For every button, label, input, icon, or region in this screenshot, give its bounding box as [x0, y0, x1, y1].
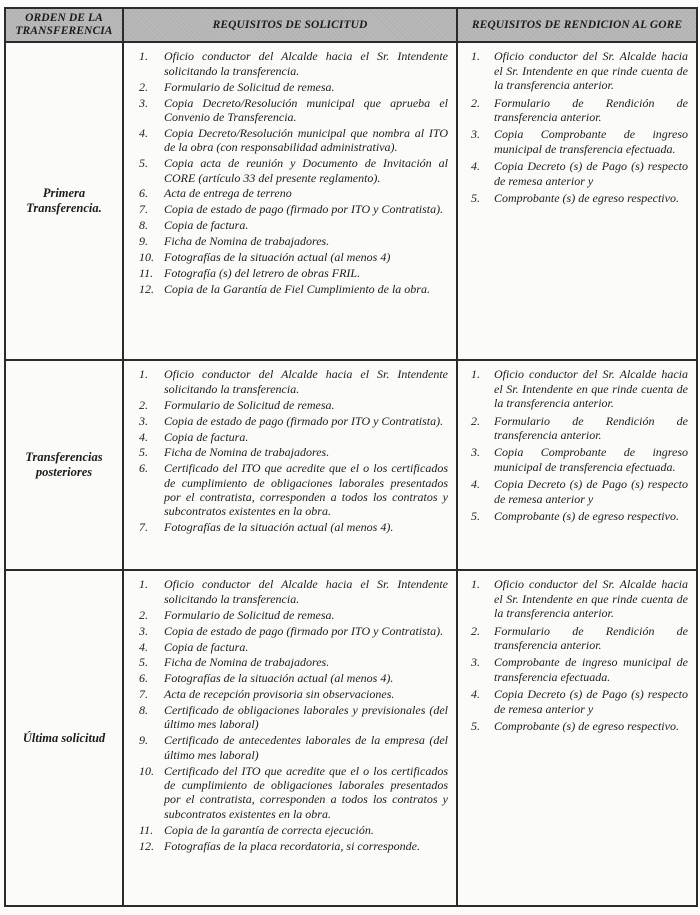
requirement-number: 7. [139, 202, 148, 217]
requirement-text: Formulario de Rendición de transferencia anterior. [494, 95, 688, 124]
requirement-number: 5. [139, 445, 148, 460]
table-header-row [5, 8, 697, 42]
requirement-text: Oficio conductor del Alcalde hacia el Sr. Intendente solicitando la transferencia. [164, 577, 448, 606]
requirement-number: 2. [139, 397, 148, 412]
requirement-item [464, 719, 690, 733]
requirement-number: 4. [139, 125, 148, 140]
requirement-text: Copia de estado de pago (firmado por ITO y Contratista). [164, 623, 444, 638]
requirement-item [130, 764, 450, 822]
requirement-text: Formulario de Solicitud de remesa. [164, 607, 335, 622]
orden-label-ultima-solicitud: Última solicitud [5, 570, 123, 906]
requirement-text: Ficha de Nomina de trabajadores. [164, 655, 330, 670]
requirement-text: Oficio conductor del Sr. Alcalde hacia el Sr. Intendente en que rinde cuenta de la transferencia anterior. [494, 577, 688, 621]
requirement-number: 3. [471, 655, 480, 670]
requirement-text: Formulario de Rendición de transferencia anterior. [494, 413, 688, 442]
requirement-text: Copia de factura. [164, 429, 249, 444]
requirement-text: Copia acta de reunión y Documento de Invitación al CORE (artículo 33 del presente reglamento). [164, 156, 448, 185]
requirement-text: Copia de la Garantía de Fiel Cumplimiento de la obra. [164, 281, 430, 296]
requirement-item [130, 687, 450, 701]
requirement-item [130, 624, 450, 638]
rendicion-cell-ultima [457, 570, 697, 906]
table-row-ultima-solicitud [5, 570, 697, 906]
requirement-number: 6. [139, 186, 148, 201]
requirement-item [130, 577, 450, 606]
requirement-number: 4. [471, 159, 480, 174]
requirements-list-solicitud-posteriores [130, 367, 450, 534]
requirement-item [130, 156, 450, 185]
requirement-text: Ficha de Nomina de trabajadores. [164, 445, 330, 460]
requirement-item [130, 234, 450, 248]
requirement-text: Copia Comprobante de ingreso municipal de transferencia efectuada. [494, 127, 688, 156]
table-row-primera-transferencia [5, 42, 697, 360]
requirement-item [130, 520, 450, 534]
requirement-text: Fotografías de la placa recordatoria, si corresponde. [164, 838, 420, 853]
requirement-number: 3. [139, 413, 148, 428]
requirement-number: 5. [139, 156, 148, 171]
requirement-number: 11. [139, 822, 154, 837]
requirement-text: Certificado del ITO que acredite que el o los certificados de cumplimiento de obligaciones laborales presentados por el contratista, corresponden a todos los contratos y subcontratos existentes en la obra. [164, 763, 448, 821]
requirement-item [130, 733, 450, 762]
solicitud-cell-primera [123, 42, 457, 360]
requirement-item [130, 49, 450, 78]
requirement-number: 3. [471, 127, 480, 142]
requirement-text: Copia Decreto (s) de Pago (s) respecto de remesa anterior y [494, 687, 688, 716]
requirement-item [130, 823, 450, 837]
requirements-list-rendicion-posteriores [464, 367, 690, 523]
requirement-item [130, 608, 450, 622]
requirement-number: 4. [139, 639, 148, 654]
requirement-item [130, 186, 450, 200]
requirement-text: Oficio conductor del Alcalde hacia el Sr. Intendente solicitando la transferencia. [164, 367, 448, 396]
requirement-number: 4. [139, 429, 148, 444]
requirement-item [464, 445, 690, 474]
requirement-number: 2. [139, 607, 148, 622]
requirement-number: 7. [139, 520, 148, 535]
requirement-number: 3. [471, 445, 480, 460]
requirement-item [130, 80, 450, 94]
requirement-text: Oficio conductor del Sr. Alcalde hacia el Sr. Intendente en que rinde cuenta de la transferencia anterior. [494, 49, 688, 93]
requirement-item [464, 367, 690, 410]
requirement-item [464, 655, 690, 684]
requirement-text: Fotografías de la situación actual (al menos 4). [164, 520, 394, 535]
transfer-requirements-table [4, 7, 698, 907]
requirement-item [130, 839, 450, 853]
requirement-text: Ficha de Nomina de trabajadores. [164, 234, 330, 249]
requirement-text: Fotografías de la situación actual (al menos 4). [164, 671, 394, 686]
requirement-number: 10. [139, 250, 154, 265]
requirement-text: Oficio conductor del Sr. Alcalde hacia el Sr. Intendente en que rinde cuenta de la transferencia anterior. [494, 367, 688, 411]
requirements-list-solicitud-ultima [130, 577, 450, 853]
requirement-text: Oficio conductor del Alcalde hacia el Sr. Intendente solicitando la transferencia. [164, 49, 448, 78]
requirement-item [464, 127, 690, 156]
requirement-number: 1. [139, 49, 148, 64]
solicitud-cell-ultima [123, 570, 457, 906]
requirement-number: 8. [139, 218, 148, 233]
requirement-item [464, 159, 690, 188]
requirement-text: Formulario de Rendición de transferencia anterior. [494, 623, 688, 652]
requirement-text: Copia Decreto (s) de Pago (s) respecto de remesa anterior y [494, 477, 688, 506]
requirement-number: 4. [471, 477, 480, 492]
requirement-text: Certificado de antecedentes laborales de la empresa (del último mes laboral) [164, 733, 448, 762]
requirement-item [130, 96, 450, 125]
solicitud-cell-posteriores [123, 360, 457, 570]
requirement-item [464, 687, 690, 716]
requirement-item [130, 367, 450, 396]
requirement-item [130, 640, 450, 654]
requirement-number: 6. [139, 671, 148, 686]
requirement-item [130, 703, 450, 732]
requirement-number: 2. [471, 413, 480, 428]
requirement-text: Formulario de Solicitud de remesa. [164, 397, 335, 412]
requirement-text: Copia Decreto/Resolución municipal que aprueba el Convenio de Transferencia. [164, 95, 448, 124]
requirement-text: Formulario de Solicitud de remesa. [164, 79, 335, 94]
requirement-number: 5. [471, 718, 480, 733]
requirement-text: Comprobante (s) de egreso respectivo. [494, 718, 679, 733]
requirement-item [464, 96, 690, 125]
requirement-item [130, 430, 450, 444]
requirement-text: Copia Decreto (s) de Pago (s) respecto de remesa anterior y [494, 159, 688, 188]
requirement-number: 8. [139, 703, 148, 718]
requirements-list-rendicion-ultima [464, 577, 690, 733]
requirement-number: 5. [139, 655, 148, 670]
requirement-number: 1. [471, 49, 480, 64]
requirement-item [130, 655, 450, 669]
requirement-item [464, 191, 690, 205]
requirement-number: 9. [139, 234, 148, 249]
requirement-text: Copia de estado de pago (firmado por ITO y Contratista). [164, 202, 444, 217]
requirement-item [464, 624, 690, 653]
requirement-number: 7. [139, 687, 148, 702]
requirement-item [130, 671, 450, 685]
orden-label-primera-transferencia: Primera Transferencia. [5, 42, 123, 360]
requirements-list-rendicion-primera [464, 49, 690, 205]
requirement-number: 2. [139, 79, 148, 94]
requirement-number: 12. [139, 281, 154, 296]
requirement-number: 6. [139, 461, 148, 476]
requirement-item [464, 477, 690, 506]
requirement-text: Comprobante de ingreso municipal de transferencia efectuada. [494, 655, 688, 684]
requirement-text: Copia Comprobante de ingreso municipal de transferencia efectuada. [494, 445, 688, 474]
requirement-item [130, 202, 450, 216]
requirement-number: 2. [471, 95, 480, 110]
requirement-text: Copia de factura. [164, 639, 249, 654]
requirement-number: 4. [471, 687, 480, 702]
requirement-number: 1. [139, 577, 148, 592]
requirement-item [130, 126, 450, 155]
requirement-text: Comprobante (s) de egreso respectivo. [494, 190, 679, 205]
requirement-number: 11. [139, 265, 154, 280]
requirement-text: Fotografía (s) del letrero de obras FRIL. [164, 265, 361, 280]
requirement-text: Copia de estado de pago (firmado por ITO y Contratista). [164, 413, 444, 428]
requirement-item [130, 414, 450, 428]
table-row-transferencias-posteriores [5, 360, 697, 570]
requirement-text: Acta de entrega de terreno [164, 186, 292, 201]
requirement-item [130, 282, 450, 296]
header-requisitos-solicitud: REQUISITOS DE SOLICITUD [123, 8, 457, 42]
requirement-item [130, 250, 450, 264]
requirement-item [130, 218, 450, 232]
requirement-number: 12. [139, 838, 154, 853]
requirement-number: 1. [139, 367, 148, 382]
requirement-item [464, 49, 690, 92]
requirement-number: 2. [471, 623, 480, 638]
requirement-number: 1. [471, 367, 480, 382]
requirement-text: Copia de la garantía de correcta ejecución. [164, 822, 374, 837]
requirement-number: 5. [471, 190, 480, 205]
requirement-text: Certificado del ITO que acredite que el o los certificados de cumplimiento de obligaciones laborales presentados por el contratista, corresponden a todos los contratos y subcontratos existentes en la obra. [164, 461, 448, 519]
requirement-item [464, 414, 690, 443]
requirements-list-solicitud-primera [130, 49, 450, 296]
requirement-item [464, 577, 690, 620]
requirement-number: 3. [139, 623, 148, 638]
requirement-number: 3. [139, 95, 148, 110]
requirement-text: Copia Decreto/Resolución municipal que nombra al ITO de la obra (con responsabilidad administrativa). [164, 125, 448, 155]
rendicion-cell-primera [457, 42, 697, 360]
requirement-number: 9. [139, 733, 148, 748]
requirement-item [130, 461, 450, 519]
orden-label-transferencias-posteriores: Transferencias posteriores [5, 360, 123, 570]
requirement-text: Acta de recepción provisoria sin observaciones. [164, 687, 395, 702]
requirement-item [130, 266, 450, 280]
requirement-text: Copia de factura. [164, 218, 249, 233]
requirement-number: 5. [471, 508, 480, 523]
header-orden-transferencia: ORDEN DE LA TRANSFERENCIA [5, 8, 123, 42]
rendicion-cell-posteriores [457, 360, 697, 570]
requirement-item [464, 509, 690, 523]
requirement-item [130, 445, 450, 459]
requirement-text: Certificado de obligaciones laborales y previsionales (del último mes laboral) [164, 703, 448, 732]
requirement-text: Fotografías de la situación actual (al menos 4) [164, 250, 391, 265]
header-requisitos-rendicion: REQUISITOS DE RENDICION AL GORE [457, 8, 697, 42]
requirement-number: 10. [139, 763, 154, 778]
requirement-number: 1. [471, 577, 480, 592]
requirement-item [130, 398, 450, 412]
requirement-text: Comprobante (s) de egreso respectivo. [494, 508, 679, 523]
